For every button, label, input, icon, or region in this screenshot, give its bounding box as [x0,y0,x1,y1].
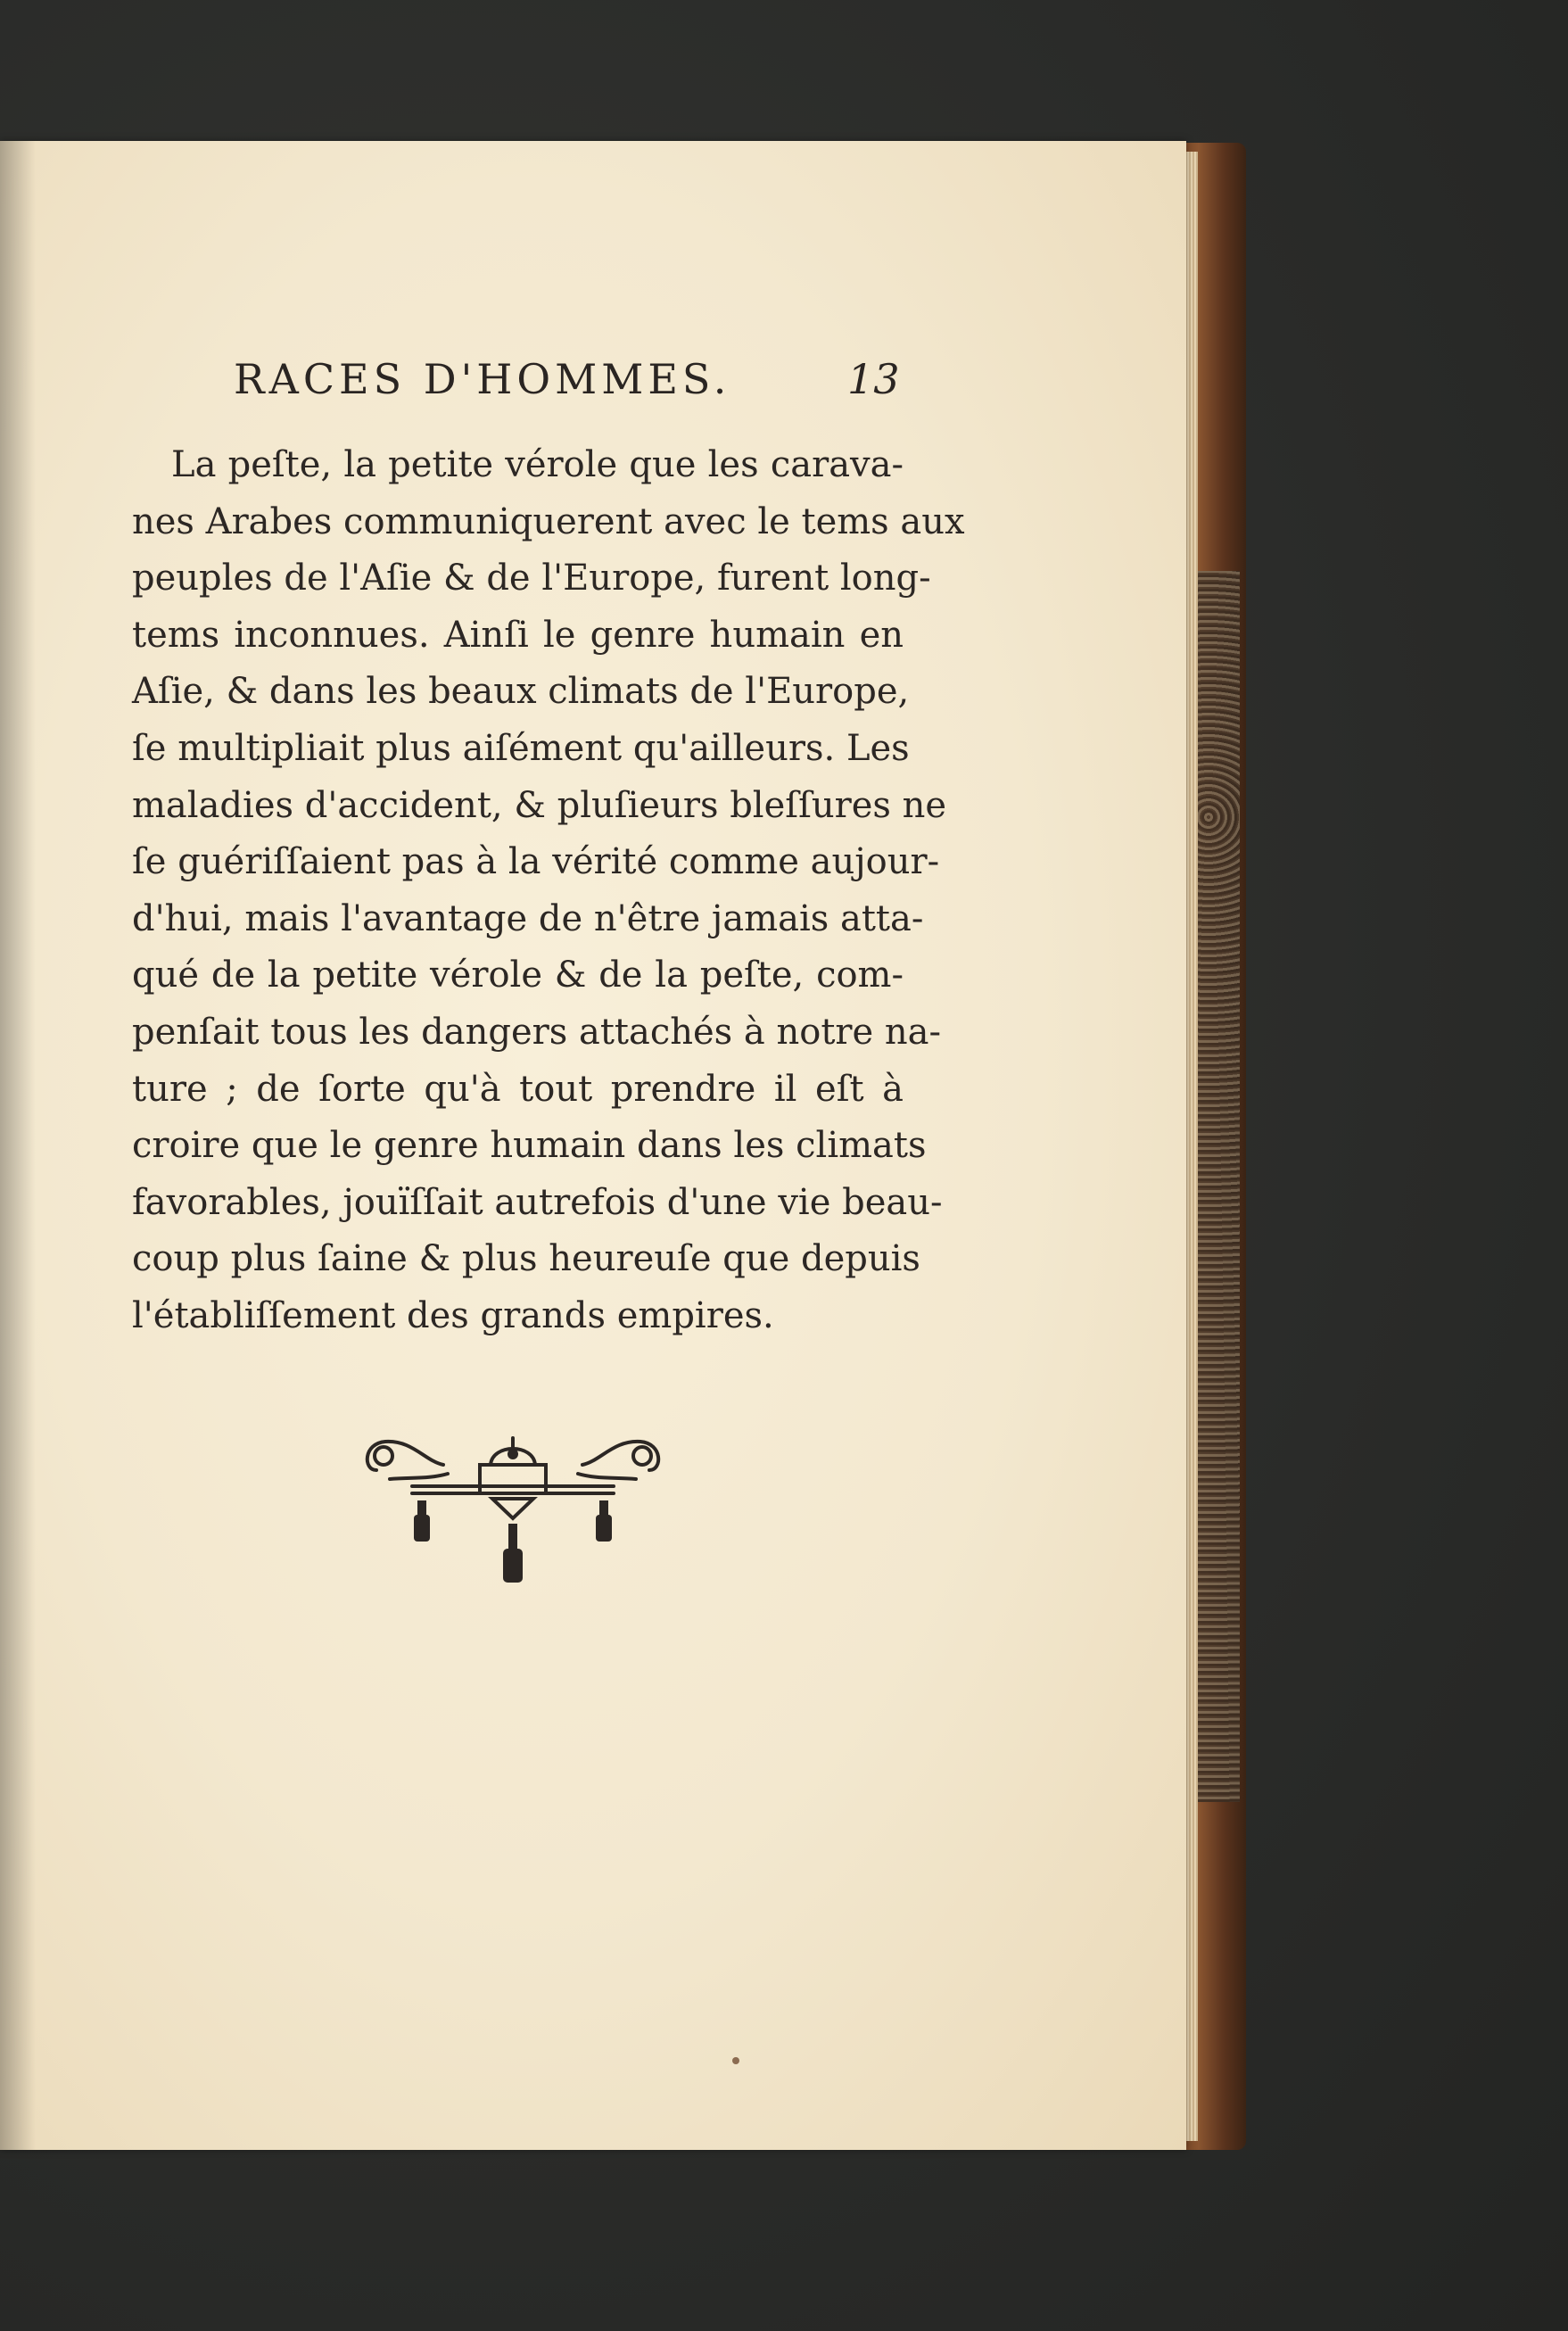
text-line: nes Arabes communiquerent avec le tems aux [132,500,965,542]
printers-ornament-icon [359,1434,667,1590]
text-line: d'hui, mais l'avantage de n'être jamais atta- [132,897,924,939]
paper-spot [732,2057,739,2064]
page-number: 13 [847,355,900,403]
text-line: maladies d'accident, & pluſieurs bleſſures ne [132,784,947,826]
text-line: ſe guériſſaient pas à la vérité comme aujour- [132,841,940,883]
cover-marbled-paper [1195,571,1240,1802]
text-line: tems inconnues. Ainſi le genre humain en [132,614,904,656]
text-line: croire que le genre humain dans les climats [132,1125,927,1167]
text-line: ture ; de ſorte qu'à tout prendre il eſt à [132,1068,904,1110]
text-line: peuples de l'Aſie & de l'Europe, furent long- [132,558,931,599]
text-line: qué de la petite vérole & de la peſte, com- [132,955,904,996]
text-line: favorables, jouïſſait autrefois d'une vie beau- [132,1181,943,1223]
text-line: l'établiſſement des grands empires. [132,1294,774,1336]
body-text [132,437,965,1345]
text-line: penſait tous les dangers attachés à notre na- [132,1011,942,1053]
text-line: La peſte, la petite vérole que les carava- [171,444,904,485]
text-line: Aſie, & dans les beaux climats de l'Europe, [132,671,910,713]
running-title: RACES D'HOMMES. [234,355,731,403]
text-line: coup plus ſaine & plus heureuſe que depuis [132,1238,920,1280]
page-gutter-shadow [0,141,36,2150]
text-line: ſe multipliait plus aiſément qu'ailleurs. Les [132,727,910,769]
